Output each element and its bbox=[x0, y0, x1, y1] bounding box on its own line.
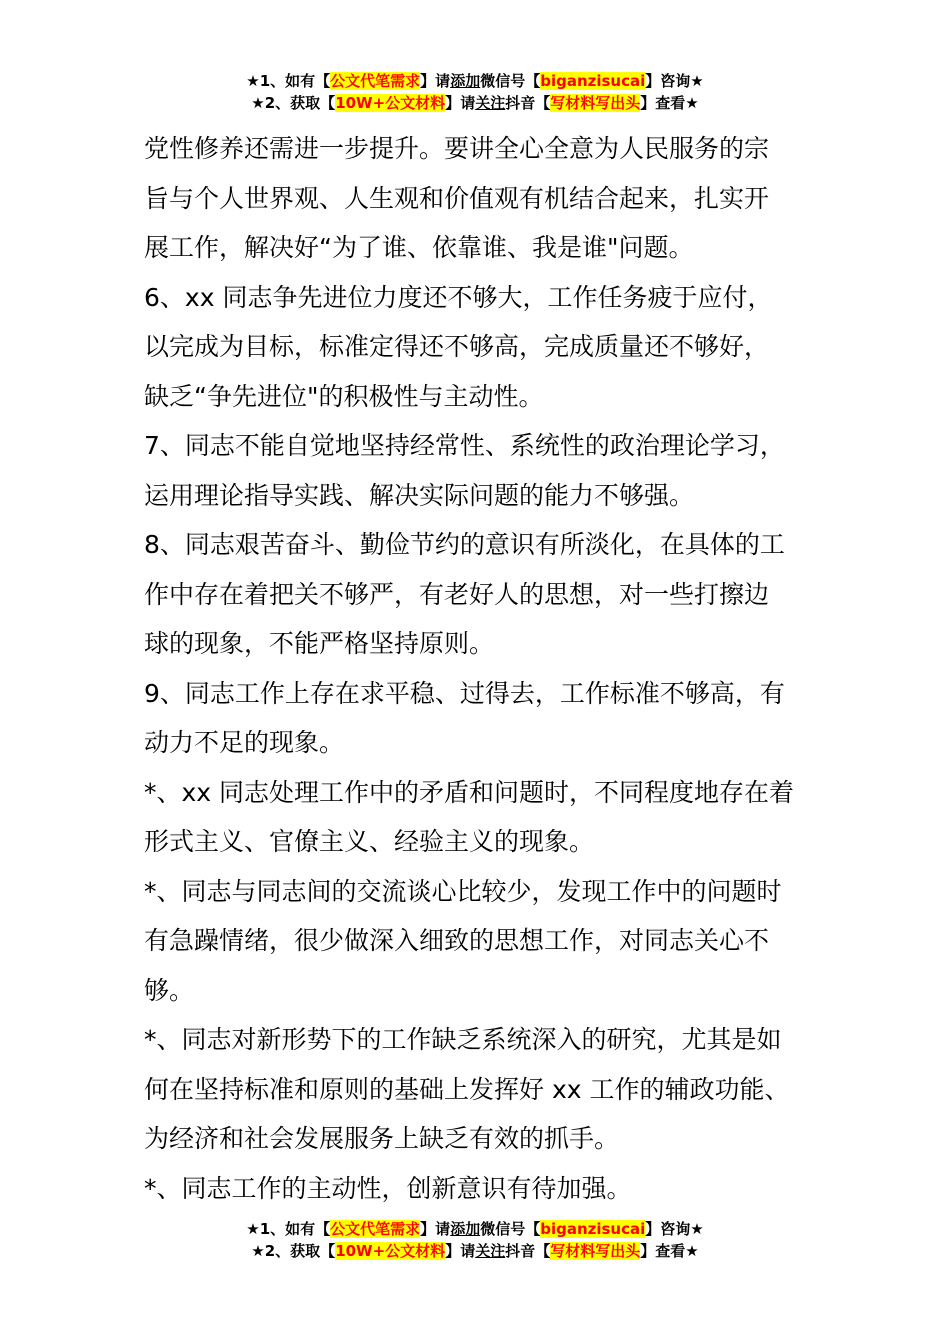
text-line: 运用理论指导实践、解决实际问题的能力不够强。 bbox=[144, 480, 695, 510]
banner-text: 】查看★ bbox=[640, 94, 699, 112]
banner-text: ★1、如有【 bbox=[246, 1220, 331, 1238]
banner-text: 微信号【 bbox=[480, 1220, 541, 1238]
banner-text: 微信号【 bbox=[480, 72, 541, 90]
footer-banner bbox=[0, 1218, 950, 1262]
banner-text: 】咨询★ bbox=[645, 1220, 704, 1238]
banner-underlined-text: 添加 bbox=[450, 1220, 481, 1238]
text-line: 展工作，解决好“为了谁、依靠谁、我是谁"问题。 bbox=[144, 233, 694, 262]
text-line: 党性修养还需进一步提升。要讲全心全意为人民服务的宗 bbox=[144, 134, 770, 163]
text-line: *、同志工作的主动性，创新意识有待加强。 bbox=[144, 1173, 632, 1203]
banner-text: 】咨询★ bbox=[645, 72, 704, 90]
header-banner bbox=[0, 70, 950, 114]
banner-highlight: biganzisucai bbox=[540, 72, 646, 90]
text-line: 有急躁情绪，很少做深入细致的思想工作，对同志关心不 bbox=[144, 926, 770, 955]
banner-text: 抖音【 bbox=[505, 1242, 551, 1260]
paragraph bbox=[144, 768, 814, 867]
footer-banner-line-1 bbox=[0, 1218, 950, 1240]
document-body bbox=[144, 124, 814, 1213]
banner-text: 】请 bbox=[420, 72, 451, 90]
banner-underlined-text: 添加 bbox=[450, 72, 481, 90]
text-line: 8、同志艰苦奋斗、勤俭节约的意识有所淡化，在具体的工 bbox=[144, 530, 785, 559]
text-line: 6、xx 同志争先进位力度还不够大，工作任务疲于应付， bbox=[144, 282, 773, 312]
text-line: 9、同志工作上存在求平稳、过得去，工作标准不够高，有 bbox=[144, 678, 785, 708]
banner-highlight: 公文代笔需求 bbox=[330, 1220, 421, 1238]
text-line: 够。 bbox=[144, 975, 195, 1005]
text-line: 以完成为目标，标准定得还不够高，完成质量还不够好， bbox=[144, 332, 770, 361]
banner-text: ★2、获取【 bbox=[251, 1242, 336, 1260]
text-line: 缺乏“争先进位"的积极性与主动性。 bbox=[144, 381, 544, 411]
header-banner-line-1 bbox=[0, 70, 950, 92]
text-line: 动力不足的现象。 bbox=[144, 728, 345, 757]
text-line: *、同志与同志间的交流谈心比较少，发现工作中的问题时 bbox=[144, 876, 782, 906]
text-line: 为经济和社会发展服务上缺乏有效的抓手。 bbox=[144, 1124, 620, 1153]
text-line: 何在坚持标准和原则的基础上发挥好 xx 工作的辅政功能、 bbox=[144, 1074, 790, 1104]
paragraph bbox=[144, 124, 814, 273]
banner-text: 】请 bbox=[445, 1242, 476, 1260]
banner-text: 】请 bbox=[445, 94, 476, 112]
text-line: 球的现象，不能严格坚持原则。 bbox=[144, 629, 495, 658]
banner-highlight: 10W+公文材料 bbox=[335, 94, 446, 112]
banner-underlined-text: 关注 bbox=[475, 94, 506, 112]
banner-underlined-text: 关注 bbox=[475, 1242, 506, 1260]
text-line: *、同志对新形势下的工作缺乏系统深入的研究，尤其是如 bbox=[144, 1025, 782, 1054]
text-line: 旨与个人世界观、人生观和价值观有机结合起来，扎实开 bbox=[144, 183, 770, 213]
text-line: 7、同志不能自觉地坚持经常性、系统性的政治理论学习， bbox=[144, 431, 785, 460]
banner-text: 】请 bbox=[420, 1220, 451, 1238]
banner-highlight: 写材料写出头 bbox=[550, 94, 641, 112]
footer-banner-line-2 bbox=[0, 1240, 950, 1262]
banner-text: 】查看★ bbox=[640, 1242, 699, 1260]
paragraph bbox=[144, 273, 814, 422]
text-line: 形式主义、官僚主义、经验主义的现象。 bbox=[144, 827, 595, 856]
paragraph bbox=[144, 1015, 814, 1164]
banner-highlight: 10W+公文材料 bbox=[335, 1242, 446, 1260]
banner-text: 抖音【 bbox=[505, 94, 551, 112]
paragraph bbox=[144, 421, 814, 520]
banner-highlight: 公文代笔需求 bbox=[330, 72, 421, 90]
banner-text: ★2、获取【 bbox=[251, 94, 336, 112]
paragraph bbox=[144, 1164, 814, 1214]
banner-text: ★1、如有【 bbox=[246, 72, 331, 90]
paragraph bbox=[144, 669, 814, 768]
banner-highlight: 写材料写出头 bbox=[550, 1242, 641, 1260]
paragraph bbox=[144, 520, 814, 669]
text-line: *、xx 同志处理工作中的矛盾和问题时，不同程度地存在着 bbox=[144, 777, 795, 807]
header-banner-line-2 bbox=[0, 92, 950, 114]
paragraph bbox=[144, 867, 814, 1016]
text-line: 作中存在着把关不够严，有老好人的思想，对一些打擦边 bbox=[144, 579, 770, 609]
banner-highlight: biganzisucai bbox=[540, 1220, 646, 1238]
